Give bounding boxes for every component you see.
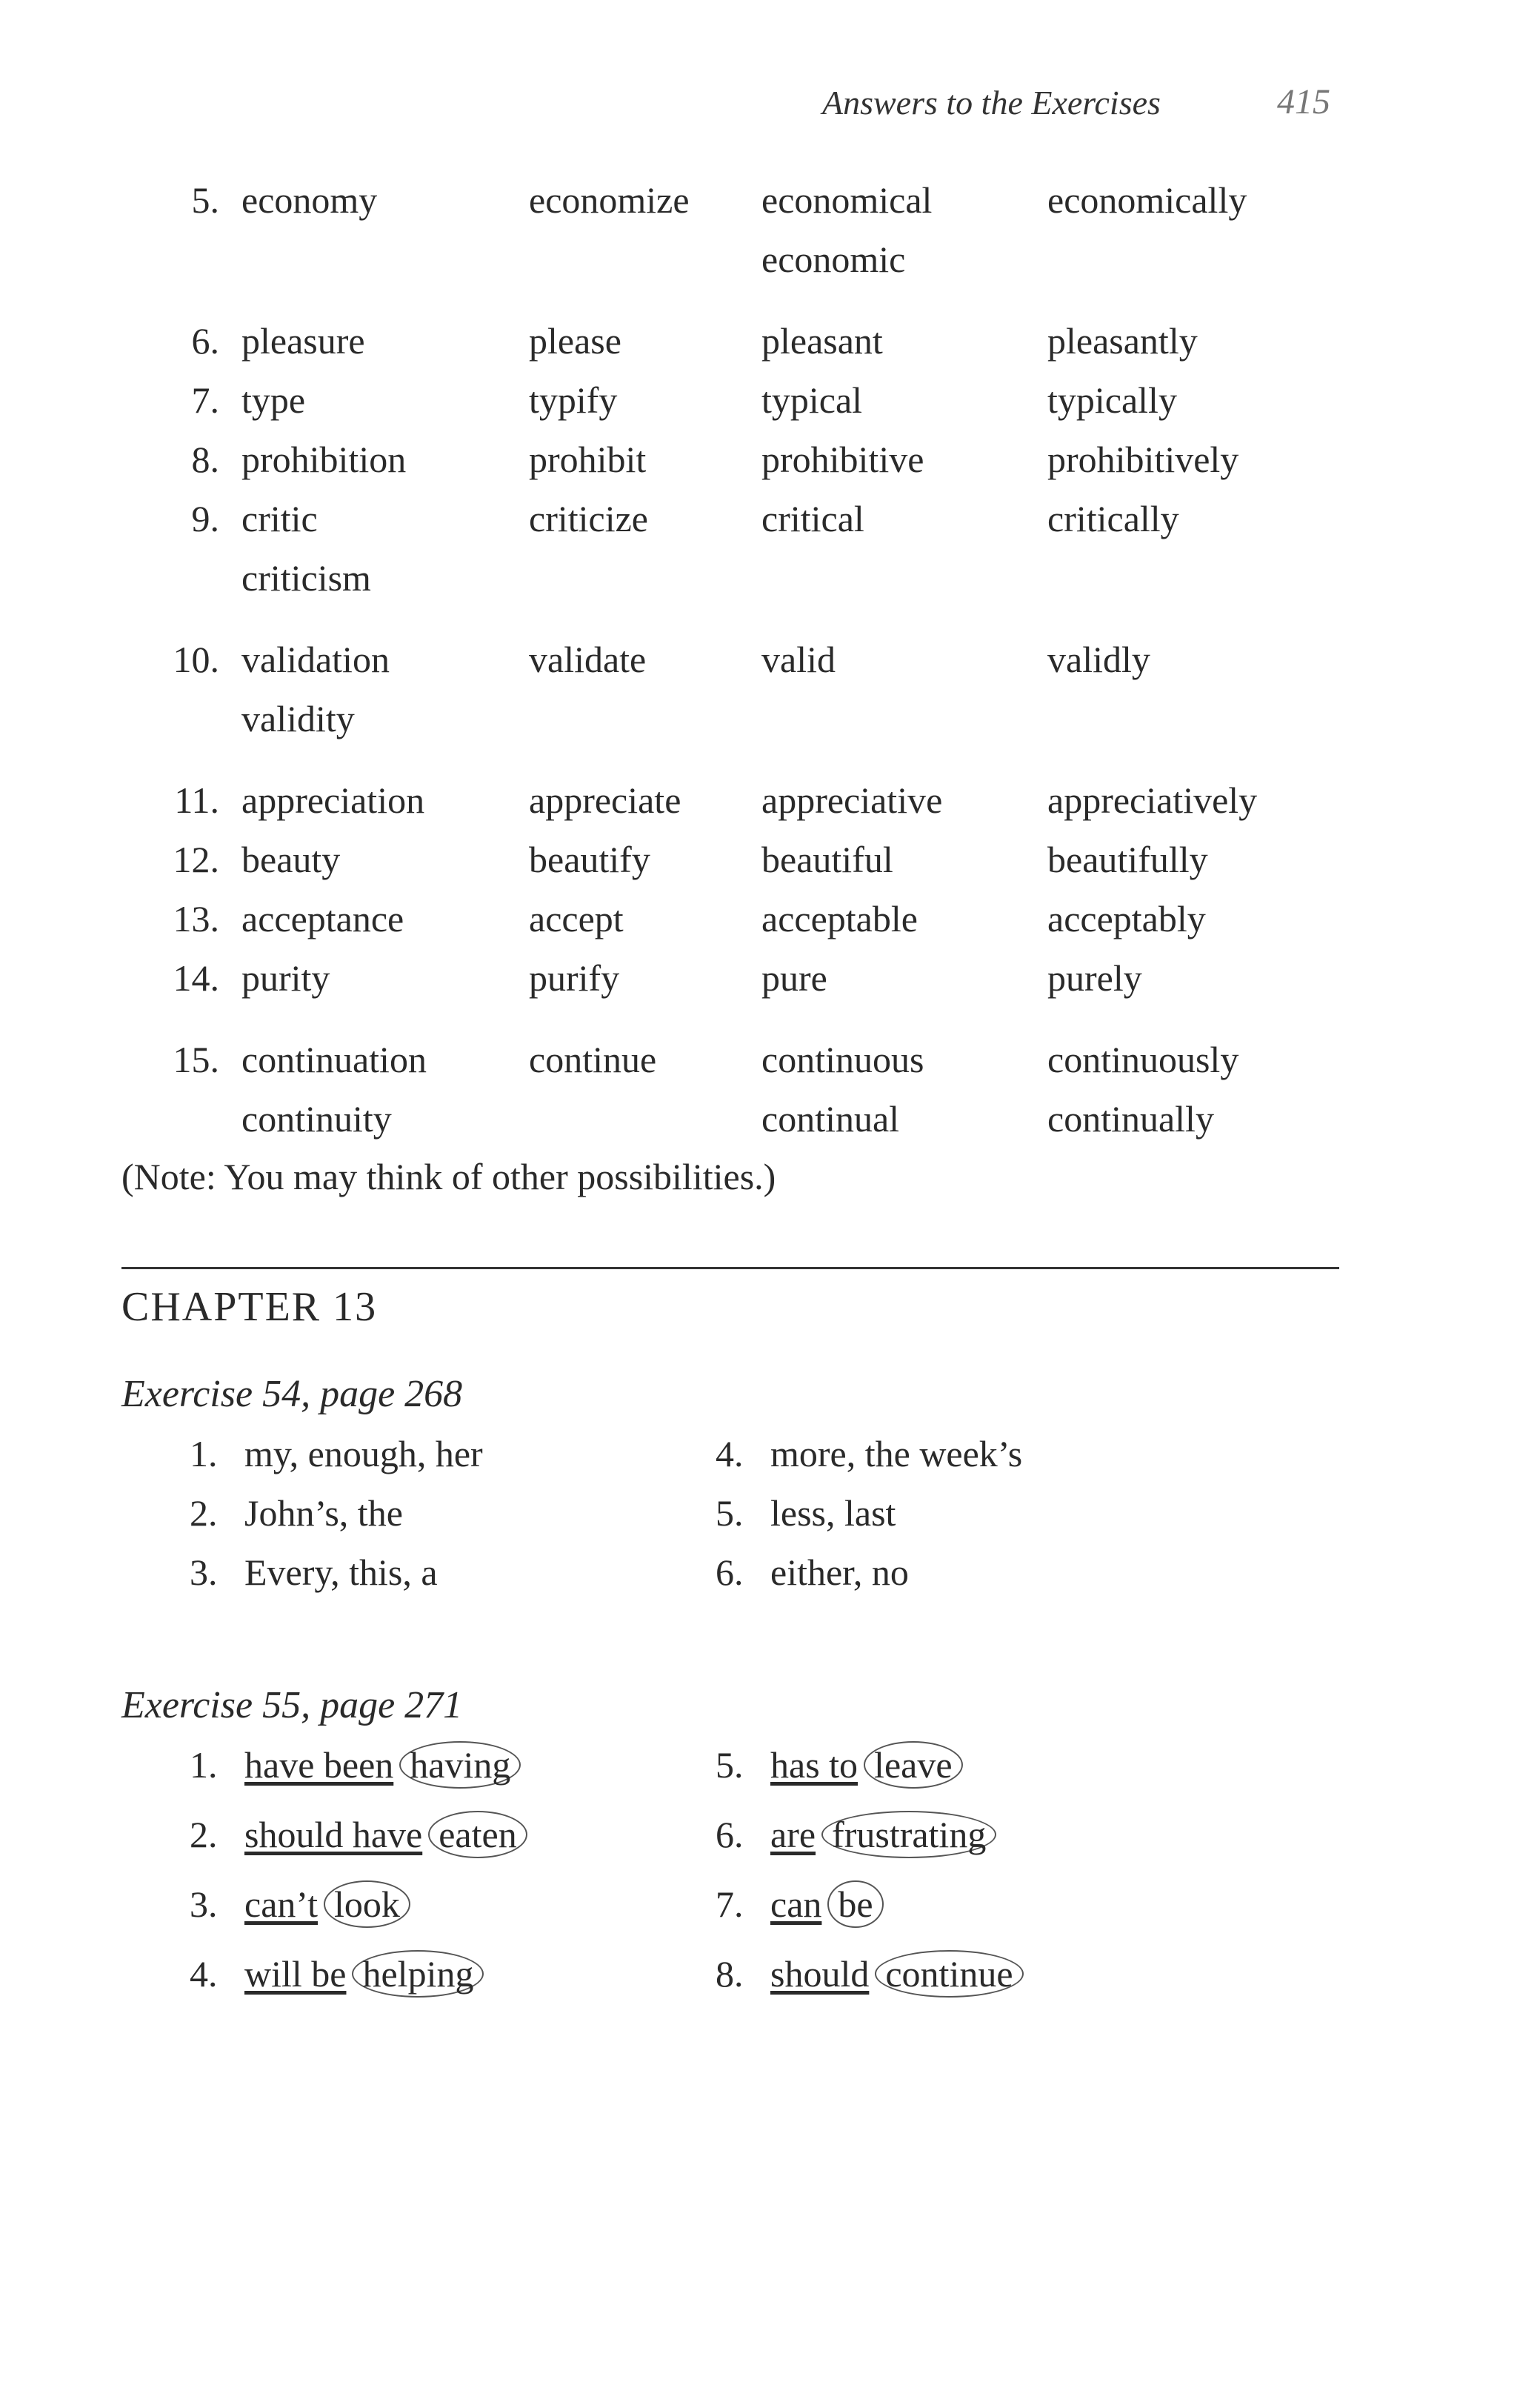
adjective-cell: pleasant	[761, 320, 883, 362]
answer-number: 6.	[716, 1551, 744, 1593]
adverb-cell: pleasantly	[1047, 320, 1198, 362]
circled-verb: leave	[864, 1741, 962, 1789]
circled-verb: continue	[875, 1950, 1023, 1998]
word-row	[0, 370, 1517, 430]
adverb-cell: validly	[1047, 639, 1150, 680]
adverb-cell: appreciatively	[1047, 779, 1258, 821]
underlined-verb: are	[770, 1814, 816, 1855]
adjective-cell: pure	[761, 957, 827, 999]
underlined-verb: should have	[244, 1814, 423, 1855]
answer-number: 8.	[716, 1953, 744, 1995]
answer-text: my, enough, her	[244, 1433, 483, 1474]
verb-cell: continue	[529, 1039, 657, 1080]
answer-number: 2.	[190, 1814, 218, 1855]
verb-cell: appreciate	[529, 779, 681, 821]
word-row	[0, 311, 1517, 370]
answer-item	[716, 1424, 1022, 1483]
circled-verb: eaten	[428, 1811, 527, 1858]
underlined-verb: should	[770, 1953, 870, 1995]
noun-cell: prohibition	[241, 439, 407, 480]
noun-cell: validation	[241, 639, 390, 680]
word-row	[0, 948, 1517, 1008]
answer-number: 3.	[190, 1551, 218, 1593]
adverb-cell: acceptably	[1047, 898, 1206, 939]
adjective-cell: acceptable	[761, 898, 918, 939]
word-row	[0, 430, 1517, 489]
answer-item	[190, 1875, 410, 1934]
circled-verb: helping	[352, 1950, 484, 1998]
underlined-verb: can’t	[244, 1883, 319, 1925]
noun-cell: purity	[241, 957, 330, 999]
answer-number: 2.	[190, 1492, 218, 1534]
word-row	[0, 771, 1517, 830]
answer-number: 5.	[716, 1492, 744, 1534]
item-number: 12.	[173, 839, 219, 880]
underlined-verb: can	[770, 1883, 822, 1925]
answer-number: 5.	[716, 1744, 744, 1786]
noun-cell: continuity	[241, 1098, 392, 1140]
answer-text: John’s, the	[244, 1492, 403, 1534]
adjective-cell: beautiful	[761, 839, 893, 880]
answer-item	[716, 1944, 1024, 2003]
answer-item	[190, 1483, 403, 1543]
adverb-cell: beautifully	[1047, 839, 1208, 880]
answer-text: less, last	[770, 1492, 896, 1534]
circled-verb: be	[827, 1880, 883, 1928]
answer-text: either, no	[770, 1551, 909, 1593]
running-head: Answers to the Exercises	[822, 84, 1161, 122]
word-row-continuation	[0, 689, 1517, 748]
answer-number: 6.	[716, 1814, 744, 1855]
word-row	[0, 630, 1517, 689]
verb-cell: purify	[529, 957, 620, 999]
noun-cell: beauty	[241, 839, 341, 880]
answer-item	[190, 1805, 527, 1864]
verb-cell: accept	[529, 898, 624, 939]
verb-cell: criticize	[529, 498, 648, 539]
word-row	[0, 170, 1517, 230]
adjective-cell: appreciative	[761, 779, 943, 821]
section-divider	[121, 1267, 1339, 1269]
item-number: 8.	[191, 439, 219, 480]
answer-item	[190, 1543, 438, 1602]
exercise-55-title: Exercise 55, page 271	[121, 1684, 463, 1726]
word-row-continuation	[0, 230, 1517, 289]
exercise-54-title: Exercise 54, page 268	[121, 1373, 463, 1415]
word-row	[0, 489, 1517, 548]
answer-item	[716, 1735, 963, 1795]
answer-item	[716, 1875, 884, 1934]
answer-item	[190, 1424, 483, 1483]
verb-cell: economize	[529, 179, 690, 221]
item-number: 10.	[173, 639, 219, 680]
item-number: 6.	[191, 320, 219, 362]
item-number: 11.	[174, 779, 219, 821]
noun-cell: pleasure	[241, 320, 365, 362]
adjective-cell: economical	[761, 179, 933, 221]
word-row	[0, 889, 1517, 948]
underlined-verb: have been	[244, 1744, 394, 1786]
adjective-cell: continual	[761, 1098, 900, 1140]
answer-item	[190, 1735, 521, 1795]
answer-item	[716, 1483, 896, 1543]
adverb-cell: critically	[1047, 498, 1179, 539]
verb-cell: typify	[529, 379, 618, 421]
noun-cell: type	[241, 379, 306, 421]
noun-cell: validity	[241, 698, 355, 739]
word-row	[0, 1030, 1517, 1089]
adjective-cell: economic	[761, 239, 906, 280]
note-text: (Note: You may think of other possibilities.)	[121, 1156, 776, 1197]
adjective-cell: typical	[761, 379, 863, 421]
circled-verb: look	[324, 1880, 410, 1928]
item-number: 5.	[191, 179, 219, 221]
item-number: 13.	[173, 898, 219, 939]
noun-cell: appreciation	[241, 779, 425, 821]
adverb-cell: economically	[1047, 179, 1247, 221]
adjective-cell: continuous	[761, 1039, 924, 1080]
item-number: 14.	[173, 957, 219, 999]
page-number: 415	[1277, 82, 1330, 122]
chapter-heading: CHAPTER 13	[121, 1284, 378, 1330]
answer-number: 3.	[190, 1883, 218, 1925]
answer-number: 4.	[190, 1953, 218, 1995]
adverb-cell: prohibitively	[1047, 439, 1239, 480]
noun-cell: economy	[241, 179, 378, 221]
item-number: 15.	[173, 1039, 219, 1080]
verb-cell: beautify	[529, 839, 650, 880]
item-number: 9.	[191, 498, 219, 539]
noun-cell: critic	[241, 498, 318, 539]
answer-item	[190, 1944, 484, 2003]
answer-item	[716, 1543, 909, 1602]
word-row-continuation	[0, 1089, 1517, 1148]
verb-cell: validate	[529, 639, 647, 680]
verb-cell: prohibit	[529, 439, 647, 480]
circled-verb: having	[399, 1741, 521, 1789]
answer-number: 7.	[716, 1883, 744, 1925]
circled-verb: frustrating	[821, 1811, 996, 1858]
noun-cell: continuation	[241, 1039, 427, 1080]
item-number: 7.	[191, 379, 219, 421]
adverb-cell: continually	[1047, 1098, 1214, 1140]
adjective-cell: critical	[761, 498, 864, 539]
word-row-continuation	[0, 548, 1517, 608]
answer-text: more, the week’s	[770, 1433, 1023, 1474]
underlined-verb: will be	[244, 1953, 347, 1995]
word-row	[0, 830, 1517, 889]
adjective-cell: valid	[761, 639, 836, 680]
answer-item	[716, 1805, 996, 1864]
adverb-cell: purely	[1047, 957, 1142, 999]
answer-number: 1.	[190, 1744, 218, 1786]
answer-number: 1.	[190, 1433, 218, 1474]
adverb-cell: typically	[1047, 379, 1177, 421]
noun-cell: criticism	[241, 557, 371, 599]
word-forms-table	[0, 170, 1517, 1148]
noun-cell: acceptance	[241, 898, 404, 939]
answer-number: 4.	[716, 1433, 744, 1474]
adjective-cell: prohibitive	[761, 439, 924, 480]
verb-cell: please	[529, 320, 621, 362]
answer-text: Every, this, a	[244, 1551, 438, 1593]
underlined-verb: has to	[770, 1744, 858, 1786]
adverb-cell: continuously	[1047, 1039, 1239, 1080]
